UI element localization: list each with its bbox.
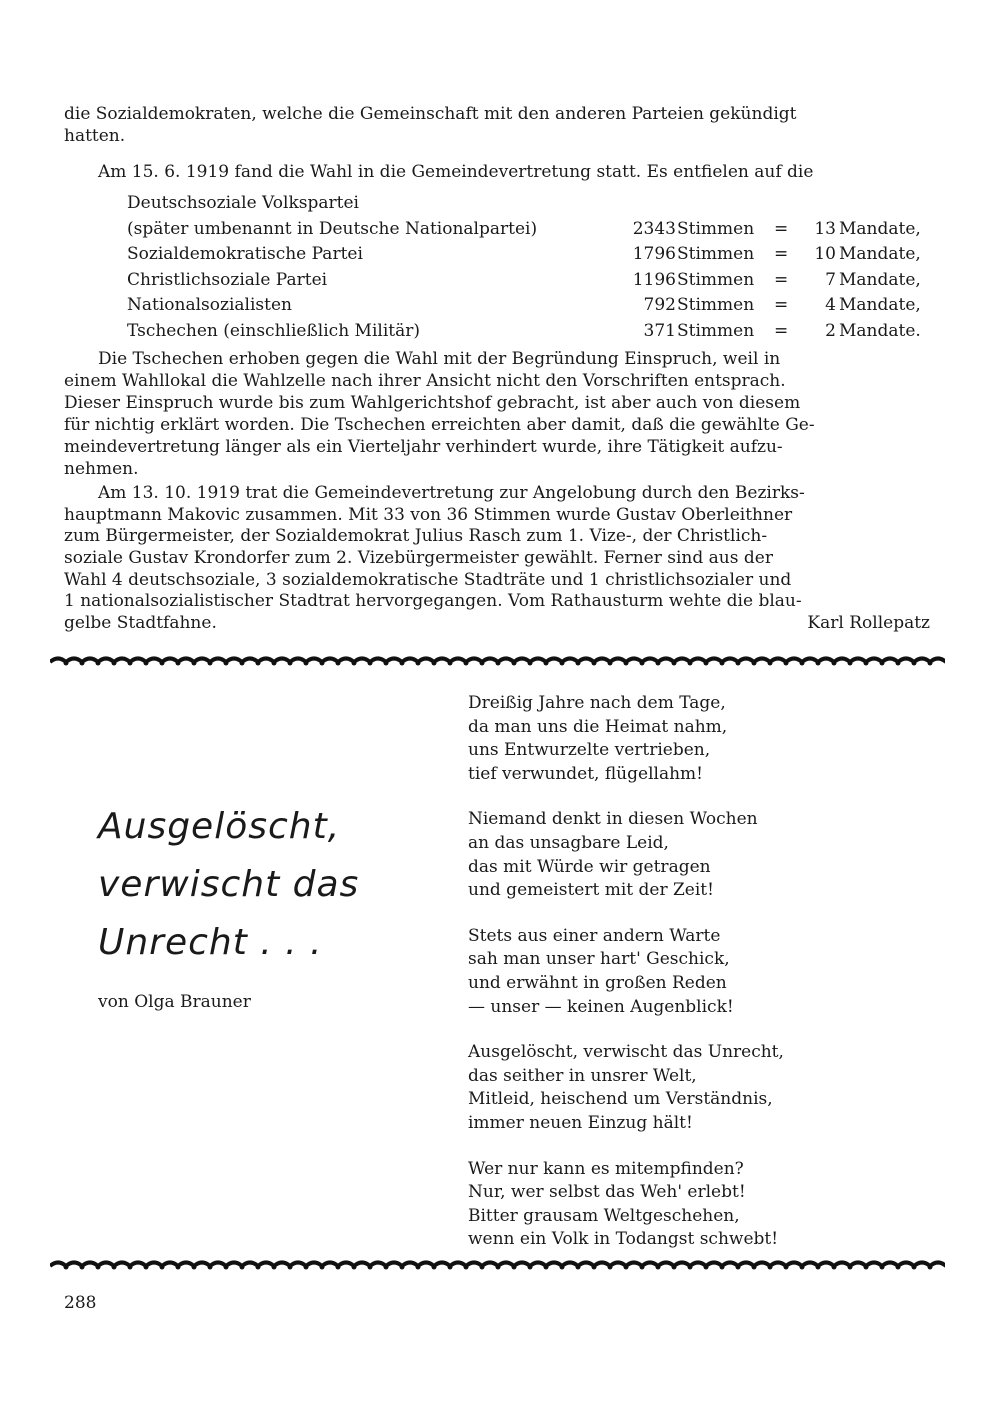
mandates-count: 10 <box>814 244 836 265</box>
divider-dot <box>208 1265 213 1270</box>
poem-line: Niemand denkt in diesen Wochen <box>468 809 758 830</box>
divider-dot <box>144 661 149 666</box>
divider-dot <box>928 661 933 666</box>
text-line: Am 13. 10. 1919 trat die Gemeindevertretung zur Angelobung durch den Bezirks- <box>98 483 805 503</box>
divider-dot <box>592 1265 597 1270</box>
text-line: soziale Gustav Krondorfer zum 2. Vizebürgermeister gewählt. Ferner sind aus der <box>64 548 773 569</box>
divider-dot <box>560 661 565 666</box>
poem-title <box>98 798 359 972</box>
text-line: zum Bürgermeister, der Sozialdemokrat Julius Rasch zum 1. Vize-, der Christlich- <box>64 526 768 547</box>
poem-line: Stets aus einer andern Warte <box>468 925 721 946</box>
equals-sign: = <box>774 295 789 316</box>
poem-line: an das unsagbare Leid, <box>468 832 669 853</box>
divider-dot <box>608 661 613 666</box>
divider-dot <box>464 661 469 666</box>
poem-title-line: Ausgelöscht, <box>98 806 341 847</box>
ornamental-divider <box>50 655 945 669</box>
poem-stanza <box>468 808 868 902</box>
divider-dot <box>336 1265 341 1270</box>
divider-dot <box>256 661 261 666</box>
poem-line: Ausgelöscht, verwischt das Unrecht, <box>468 1042 784 1063</box>
divider-dot <box>624 1265 629 1270</box>
divider-dot <box>768 661 773 666</box>
mandates-label: Mandate, <box>839 269 921 290</box>
divider-dot <box>112 661 117 666</box>
divider-dot <box>400 661 405 666</box>
mandates-count: 7 <box>825 269 836 290</box>
divider-dot <box>672 661 677 666</box>
paragraph-election-intro <box>64 161 930 183</box>
paragraph-objection <box>64 348 930 480</box>
votes-count: 1196 <box>632 269 676 290</box>
divider-dot <box>224 661 229 666</box>
divider-dot <box>464 1265 469 1270</box>
votes-label: Stimmen <box>677 244 755 265</box>
divider-dot <box>576 1265 581 1270</box>
table-row <box>127 217 932 243</box>
divider-dot <box>800 1265 805 1270</box>
divider-dot <box>96 661 101 666</box>
divider-dot <box>544 661 549 666</box>
poem-line: das seither in unsrer Welt, <box>468 1065 697 1086</box>
ornamental-divider <box>50 1259 945 1273</box>
divider-dot <box>544 1265 549 1270</box>
text-line: Wahl 4 deutschsoziale, 3 sozialdemokratische Stadträte und 1 christlichsozialer und <box>64 569 792 590</box>
divider-dot <box>656 661 661 666</box>
divider-dot <box>496 661 501 666</box>
party-name: Nationalsozialisten <box>127 295 292 316</box>
divider-dot <box>688 661 693 666</box>
divider-dot <box>208 661 213 666</box>
divider-dot <box>784 1265 789 1270</box>
poem-line: Bitter grausam Weltgeschehen, <box>468 1205 740 1226</box>
text-line: für nichtig erklärt worden. Die Tschechen erreichten aber damit, daß die gewählte Ge- <box>64 415 815 435</box>
votes-count: 371 <box>643 320 676 341</box>
votes-count: 792 <box>643 295 676 316</box>
divider-dot <box>816 661 821 666</box>
divider-dot <box>176 1265 181 1270</box>
poem-author: von Olga Brauner <box>98 992 251 1012</box>
divider-dot <box>720 661 725 666</box>
text-line: Die Tschechen erhoben gegen die Wahl mit der Begründung Einspruch, weil in <box>98 349 781 369</box>
divider-dot <box>912 661 917 666</box>
divider-dot <box>384 661 389 666</box>
poem-line: das mit Würde wir getragen <box>468 856 711 877</box>
divider-dot <box>640 1265 645 1270</box>
votes-label: Stimmen <box>677 269 755 290</box>
divider-dot <box>640 661 645 666</box>
divider-dot <box>560 1265 565 1270</box>
divider-dot <box>832 1265 837 1270</box>
divider-dot <box>864 1265 869 1270</box>
divider-dot <box>752 1265 757 1270</box>
text-line: 1 nationalsozialistischer Stadtrat hervorgegangen. Vom Rathausturm wehte die blau- <box>64 591 802 612</box>
poem-stanza <box>468 1041 868 1135</box>
text-line: meindevertretung länger als ein Vierteljahr verhindert wurde, ihre Tätigkeit aufzu- <box>64 437 783 457</box>
poem-line: — unser — keinen Augenblick! <box>468 996 734 1017</box>
divider-dot <box>288 1265 293 1270</box>
text-line: Am 15. 6. 1919 fand die Wahl in die Gemeindevertretung statt. Es entfielen auf die <box>98 162 814 182</box>
divider-dot <box>336 661 341 666</box>
paragraph-oath <box>64 482 930 634</box>
divider-dot <box>224 1265 229 1270</box>
poem-line: wenn ein Volk in Todangst schwebt! <box>468 1229 779 1250</box>
table-row <box>127 268 932 294</box>
divider-dot <box>272 1265 277 1270</box>
divider-dot <box>256 1265 261 1270</box>
divider-dot <box>400 1265 405 1270</box>
paragraph-intro <box>64 103 930 147</box>
divider-dot <box>160 1265 165 1270</box>
divider-dot <box>496 1265 501 1270</box>
divider-dot <box>656 1265 661 1270</box>
mandates-label: Mandate. <box>839 320 921 341</box>
party-name: Sozialdemokratische Partei <box>127 244 363 265</box>
mandates-label: Mandate, <box>839 295 921 316</box>
poem-line: tief verwundet, flügellahm! <box>468 763 703 784</box>
divider-dot <box>64 1265 69 1270</box>
divider-dot <box>848 1265 853 1270</box>
divider-dot <box>320 661 325 666</box>
divider-dot <box>880 1265 885 1270</box>
divider-dot <box>816 1265 821 1270</box>
divider-dot <box>112 1265 117 1270</box>
divider-dot <box>912 1265 917 1270</box>
article-author: Karl Rollepatz <box>807 612 930 633</box>
divider-dot <box>784 661 789 666</box>
divider-dot <box>448 1265 453 1270</box>
divider-dot <box>128 661 133 666</box>
equals-sign: = <box>774 269 789 290</box>
mandates-count: 2 <box>825 320 836 341</box>
divider-dot <box>432 1265 437 1270</box>
party-name: Tschechen (einschließlich Militär) <box>127 320 420 341</box>
divider-dot <box>368 661 373 666</box>
table-row <box>127 293 932 319</box>
divider-dot <box>608 1265 613 1270</box>
poem-stanza <box>468 1158 868 1252</box>
equals-sign: = <box>774 218 789 239</box>
divider-dot <box>864 661 869 666</box>
poem-stanza <box>468 925 868 1019</box>
poem-line: und erwähnt in großen Reden <box>468 972 727 993</box>
text-line: hatten. <box>64 126 126 146</box>
votes-count: 2343 <box>632 218 676 239</box>
poem-line: Mitleid, heischend um Verständnis, <box>468 1089 773 1110</box>
poem-line: Nur, wer selbst das Weh' erlebt! <box>468 1182 746 1203</box>
text-line: hauptmann Makovic zusammen. Mit 33 von 36 Stimmen wurde Gustav Oberleithner <box>64 504 793 525</box>
poem-line: Dreißig Jahre nach dem Tage, <box>468 693 726 713</box>
divider-dot <box>64 661 69 666</box>
party-name: Christlichsoziale Partei <box>127 269 328 290</box>
divider-dot <box>688 1265 693 1270</box>
page-number: 288 <box>64 1293 97 1313</box>
votes-label: Stimmen <box>677 218 755 239</box>
poem-line: da man uns die Heimat nahm, <box>468 716 728 737</box>
divider-dot <box>736 661 741 666</box>
poem-title-line: verwischt das <box>98 864 360 905</box>
equals-sign: = <box>774 320 789 341</box>
poem-line: sah man unser hart' Geschick, <box>468 949 730 970</box>
divider-dot <box>416 661 421 666</box>
divider-dot <box>304 661 309 666</box>
divider-dot <box>448 661 453 666</box>
text-line: einem Wahllokal die Wahlzelle nach ihrer Ansicht nicht den Vorschriften entsprach. <box>64 371 786 391</box>
divider-dot <box>240 1265 245 1270</box>
mandates-label: Mandate, <box>839 244 921 265</box>
divider-dot <box>768 1265 773 1270</box>
divider-dot <box>848 661 853 666</box>
divider-dot <box>384 1265 389 1270</box>
divider-dot <box>368 1265 373 1270</box>
table-row <box>127 319 932 345</box>
table-row <box>127 191 932 217</box>
poem-title-line: Unrecht . . . <box>98 922 323 963</box>
poem-line: Wer nur kann es mitempfinden? <box>468 1158 744 1179</box>
party-name: (später umbenannt in Deutsche Nationalpartei) <box>127 218 538 239</box>
divider-dot <box>160 661 165 666</box>
divider-dot <box>512 1265 517 1270</box>
divider-dot <box>240 661 245 666</box>
poem-line: immer neuen Einzug hält! <box>468 1112 693 1133</box>
divider-dot <box>144 1265 149 1270</box>
votes-label: Stimmen <box>677 320 755 341</box>
divider-dot <box>624 661 629 666</box>
divider-dot <box>176 661 181 666</box>
divider-dot <box>96 1265 101 1270</box>
mandates-count: 13 <box>814 218 836 239</box>
election-results-table <box>127 191 932 345</box>
divider-dot <box>880 661 885 666</box>
divider-dot <box>480 661 485 666</box>
divider-dot <box>704 1265 709 1270</box>
divider-dot <box>192 661 197 666</box>
poem-line: und gemeistert mit der Zeit! <box>468 880 714 901</box>
party-name: Deutschsoziale Volkspartei <box>127 193 359 213</box>
divider-dot <box>704 661 709 666</box>
divider-dot <box>416 1265 421 1270</box>
divider-dot <box>592 661 597 666</box>
poem-body <box>468 692 868 1274</box>
divider-dot <box>480 1265 485 1270</box>
divider-dot <box>512 661 517 666</box>
divider-dot <box>528 1265 533 1270</box>
votes-count: 1796 <box>632 244 676 265</box>
votes-label: Stimmen <box>677 295 755 316</box>
divider-dot <box>896 661 901 666</box>
poem-stanza <box>468 692 868 786</box>
divider-dot <box>352 661 357 666</box>
text-line: Dieser Einspruch wurde bis zum Wahlgerichtshof gebracht, ist aber auch von diesem <box>64 393 801 413</box>
mandates-label: Mandate, <box>839 218 921 239</box>
divider-dot <box>576 661 581 666</box>
divider-dot <box>736 1265 741 1270</box>
divider-dot <box>752 661 757 666</box>
divider-dot <box>928 1265 933 1270</box>
divider-dot <box>720 1265 725 1270</box>
table-row <box>127 242 932 268</box>
divider-dot <box>800 661 805 666</box>
poem-line: uns Entwurzelte vertrieben, <box>468 740 711 761</box>
divider-dot <box>80 661 85 666</box>
divider-dot <box>352 1265 357 1270</box>
divider-dot <box>304 1265 309 1270</box>
divider-dot <box>272 661 277 666</box>
divider-dot <box>672 1265 677 1270</box>
divider-dot <box>288 661 293 666</box>
text-line: nehmen. <box>64 459 139 479</box>
text-line: die Sozialdemokraten, welche die Gemeinschaft mit den anderen Parteien gekündigt <box>64 104 797 124</box>
divider-dot <box>128 1265 133 1270</box>
divider-dot <box>832 661 837 666</box>
divider-dot <box>528 661 533 666</box>
divider-dot <box>80 1265 85 1270</box>
mandates-count: 4 <box>825 295 836 316</box>
divider-dot <box>896 1265 901 1270</box>
divider-dot <box>320 1265 325 1270</box>
text-line: gelbe Stadtfahne. <box>64 613 217 634</box>
divider-dot <box>192 1265 197 1270</box>
equals-sign: = <box>774 244 789 265</box>
divider-dot <box>432 661 437 666</box>
